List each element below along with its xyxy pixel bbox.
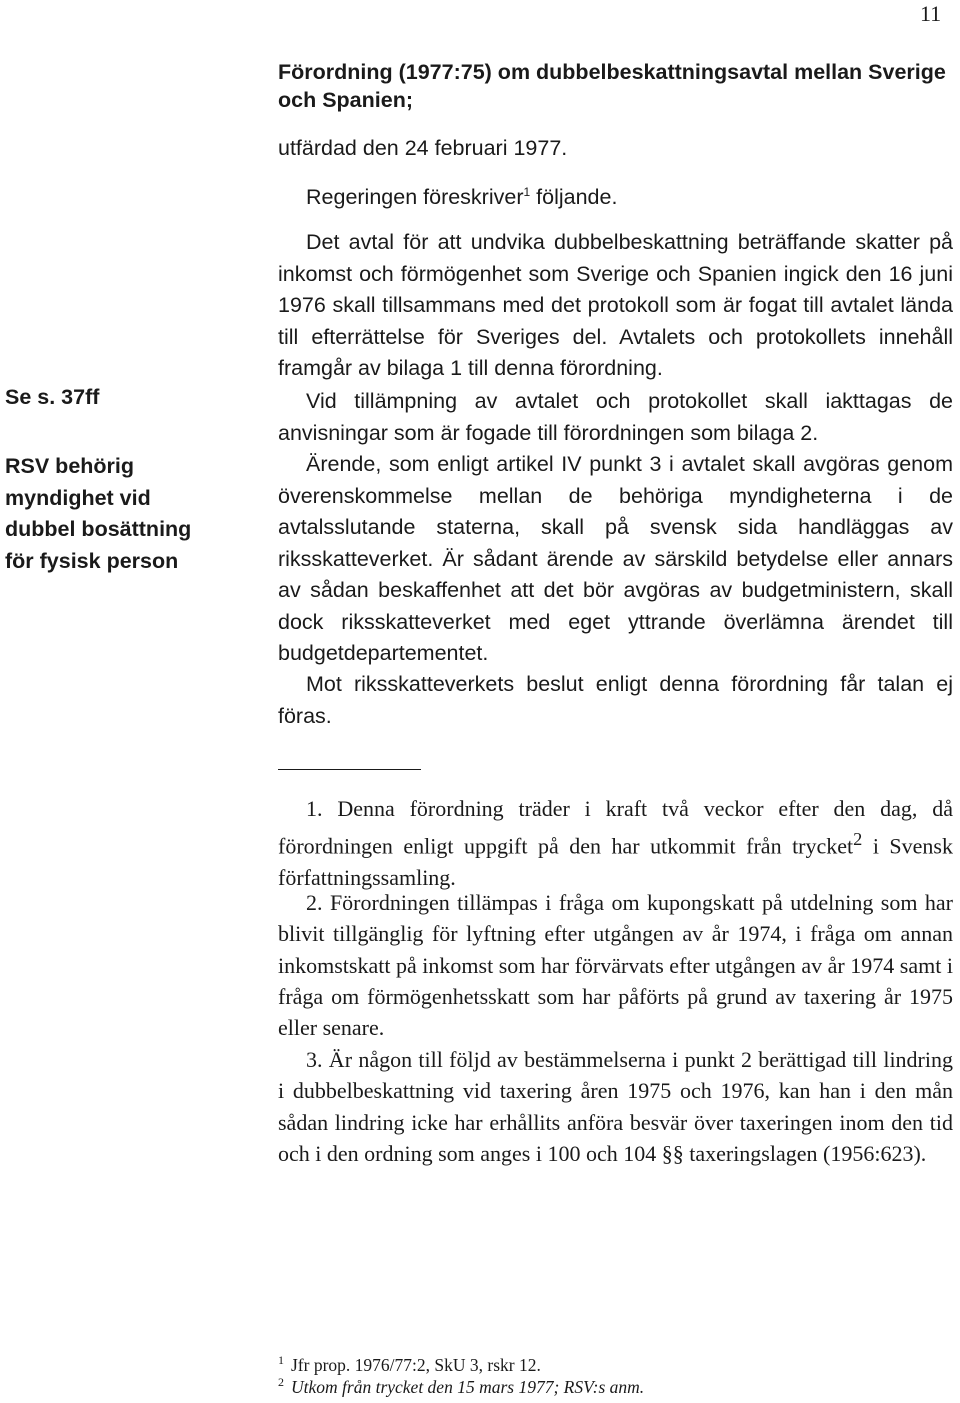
- paragraph-3: [278, 449, 953, 670]
- footnote-1: $^1$ Jfr prop. 1976/77:2, SkU 3, rskr 12.: [278, 1353, 541, 1375]
- margin-note: RSV behörig myndighet vid dubbel bosättning för fysisk person: [5, 454, 192, 573]
- page-number: 11: [920, 1, 942, 26]
- footnote-ref-1: 1: [523, 184, 531, 199]
- paragraph-4: [278, 669, 953, 732]
- paragraph-text: Vid tillämpning av avtalet och protokollet skall iakttagas de anvisningar som är fogade till förordningen som bilaga 2.: [278, 389, 953, 445]
- paragraph-text: Mot riksskatteverkets beslut enligt denna förordning får talan ej föras.: [278, 672, 953, 728]
- footnote-2: $^2$ Utkom från trycket den 15 mars 1977; RSV:s anm.: [278, 1375, 645, 1397]
- provision-text: [278, 793, 953, 893]
- footnote-text: Utkom från trycket den 15 mars 1977; RSV:s anm.: [291, 1377, 645, 1397]
- section-divider: [278, 769, 421, 770]
- intro-line: [306, 183, 617, 211]
- footnote-ref-2: 2: [853, 829, 863, 850]
- paragraph-text: Det avtal för att undvika dubbelbeskattning beträffande skatter på inkomst och förmögenhet som Sverige och Spanien ingick den 16 juni 1976 skall tillsammans med det protokoll som är fogat till avtalet lända till efterrättelse för Sveriges del. Avtalets och protokollets innehåll framgår av bilaga 1 till denna förordning.: [278, 230, 953, 380]
- provision-text-start: 1. Denna förordning träder i kraft två veckor efter den dag, då förordningen enligt uppgift på den har utkommit från trycket: [278, 796, 953, 859]
- margin-reference: Se s. 37ff: [5, 385, 100, 409]
- paragraph-text: Ärende, som enligt artikel IV punkt 3 i avtalet skall avgöras genom överenskommelse mellan de behöriga myndigheterna i de avtalsslutande staterna, skall på svensk sida handläggas av riksskatteverket. Är sådant ärende av särskild betydelse eller annars av sådan beskaffenhet att det bör avgöras av budgetministern, skall dock riksskatteverket med eget yttrande överlämna ärendet till budgetdepartementet.: [278, 452, 953, 665]
- transitional-provision-3: [278, 1044, 953, 1169]
- intro-text: Regeringen föreskriver: [306, 185, 524, 209]
- issue-date: utfärdad den 24 februari 1977.: [278, 136, 568, 160]
- footnote-text: Jfr prop. 1976/77:2, SkU 3, rskr 12.: [291, 1355, 541, 1375]
- footnotes: [278, 1354, 644, 1398]
- intro-text-end: följande.: [530, 185, 618, 209]
- provision-text: 2. Förordningen tillämpas i fråga om kupongskatt på utdelning som har blivit tillgänglig för lyftning efter utgången av år 1974, i fråga om annan inkomstskatt på inkomst som har förvärvats efter utgången av år 1974 samt i fråga om förmögenhetsskatt som har påförts på grund av taxering år 1975 eller senare.: [278, 890, 953, 1041]
- paragraph-2: [278, 386, 953, 449]
- paragraph-1: [278, 227, 953, 385]
- page-title: Förordning (1977:75) om dubbelbeskattningsavtal mellan Sverige och Spanien;: [278, 60, 946, 112]
- transitional-provision-1: [278, 793, 953, 893]
- provision-text: 3. Är någon till följd av bestämmelserna i punkt 2 berättigad till lindring i dubbelbeskattning vid taxering åren 1975 och 1976, kan han i den mån sådan lindring icke har erhållits anföra besvär över taxeringen inom den tid och i den ordning som anges i 100 och 104 §§ taxeringslagen (1956:623).: [278, 1047, 953, 1166]
- provision-text-end: i Svensk författningssamling.: [278, 833, 953, 890]
- transitional-provision-2: [278, 887, 953, 1043]
